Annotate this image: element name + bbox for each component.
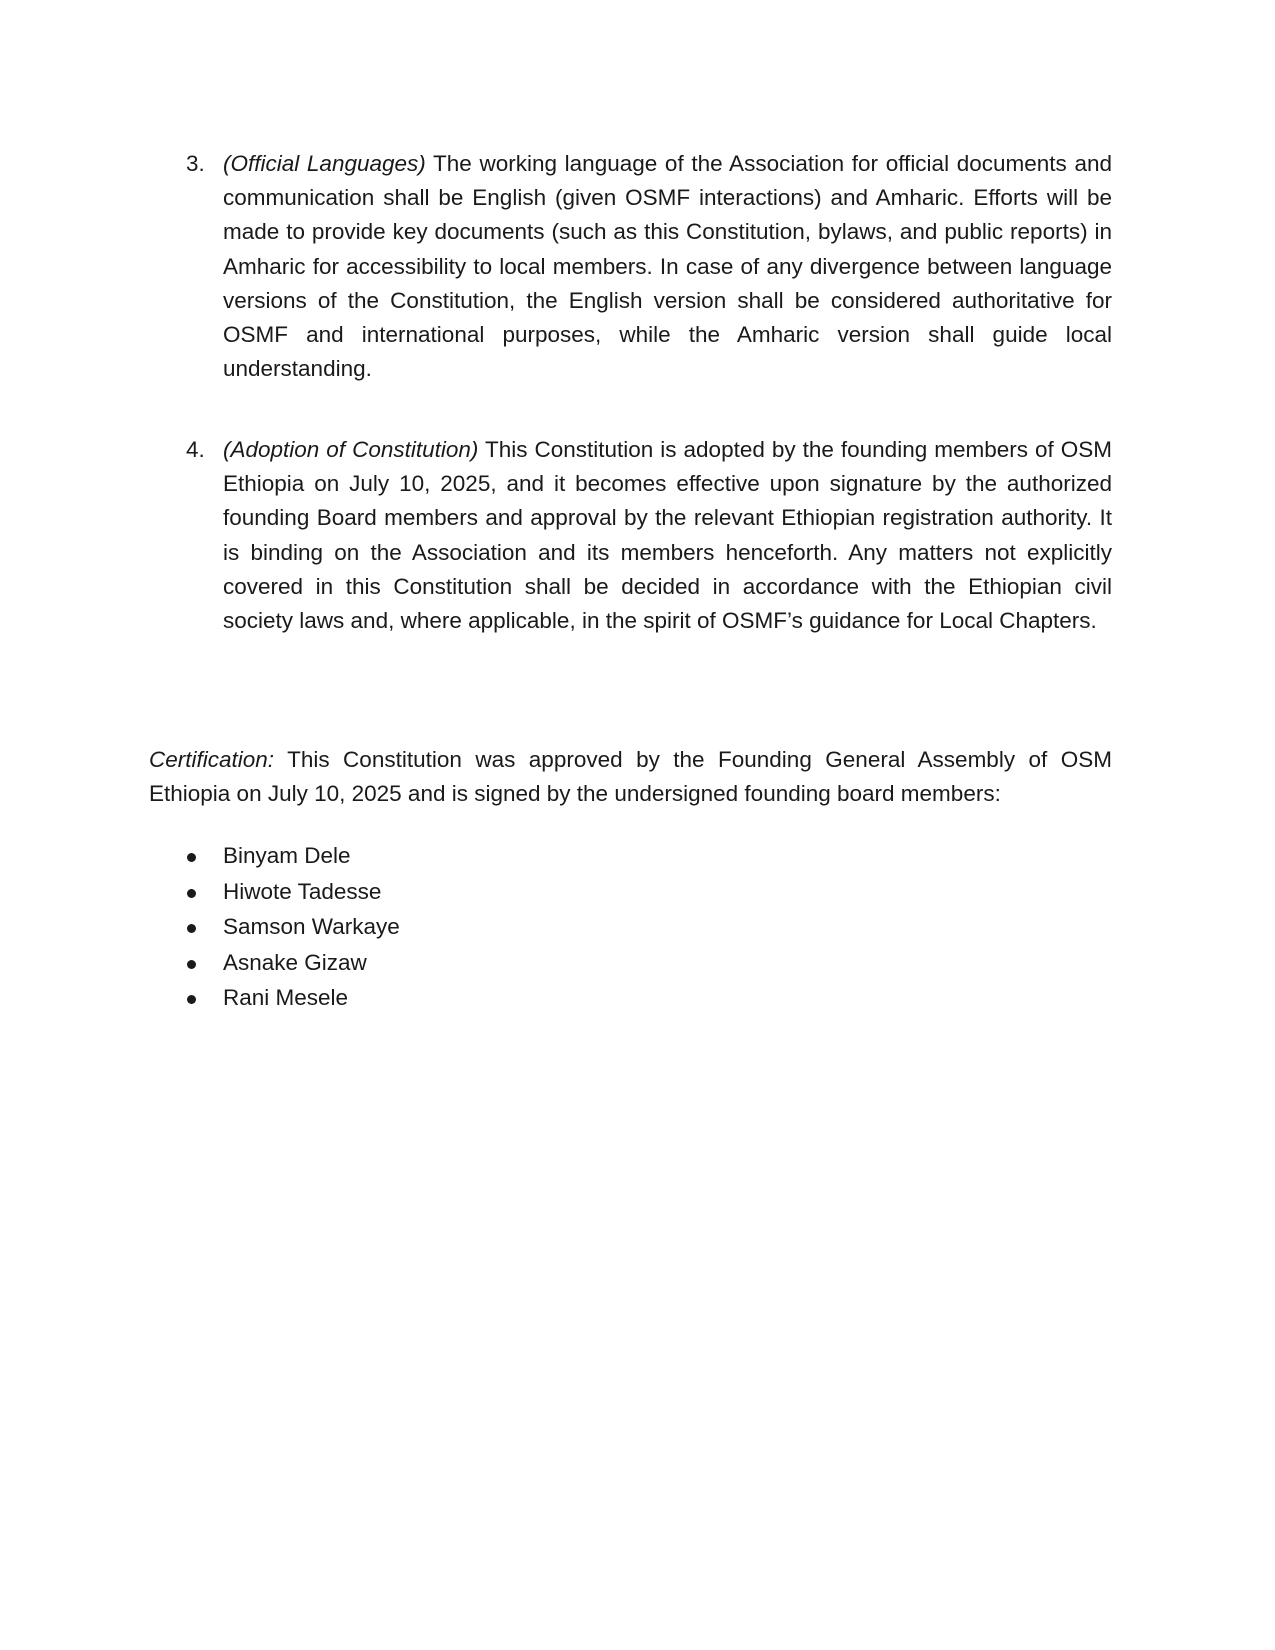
bullet-icon (187, 853, 196, 862)
item-number: 4. (186, 437, 205, 462)
bullet-icon (187, 924, 196, 933)
signer-name: Binyam Dele (223, 843, 351, 868)
item-body (223, 147, 1112, 386)
item-text: The working language of the Association for official documents and communication shall be English (given OSMF interactions) and Amharic. Efforts will be made to provide key documents (such as this Constitution, bylaws, and public reports) in Amharic for accessibility to local members. In case of any divergence between language versions of the Constitution, the English version shall be considered authoritative for OSMF and international purposes, while the Amharic version shall guide local understanding. (223, 151, 1113, 382)
bullet-icon (187, 960, 196, 969)
signer-name: Samson Warkaye (223, 914, 400, 939)
item-heading: (Official Languages) (223, 151, 426, 176)
signer-item (223, 909, 400, 945)
signer-item (223, 945, 400, 981)
signer-item (223, 874, 400, 910)
signer-list (223, 838, 400, 1016)
certification-text: This Constitution was approved by the Founding General Assembly of OSM Ethiopia on July 10, 2025 and is signed by the undersigned founding board members: (149, 747, 1112, 807)
item-text: This Constitution is adopted by the founding members of OSM Ethiopia on July 10, 2025, and it becomes effective upon signature by the authorized founding Board members and approval by the relevant Ethiopian registration authority. It is binding on the Association and its members henceforth. Any matters not explicitly covered in this Constitution shall be decided in accordance with the Ethiopian civil society laws and, where applicable, in the spirit of OSMF’s guidance for Local Chapters. (223, 437, 1112, 634)
bullet-icon (187, 889, 196, 898)
certification-paragraph (149, 743, 1112, 811)
signer-name: Hiwote Tadesse (223, 878, 382, 904)
certification-label: Certification: (149, 747, 275, 772)
item-number: 3. (186, 151, 205, 176)
item-heading: (Adoption of Constitution) (223, 437, 479, 462)
signer-name: Asnake Gizaw (223, 949, 367, 975)
numbered-item-official-languages (186, 147, 1113, 386)
signer-item (223, 980, 400, 1016)
signer-item (223, 838, 400, 874)
signer-name: Rani Mesele (223, 985, 349, 1010)
item-body (223, 433, 1112, 638)
bullet-icon (187, 995, 196, 1004)
numbered-item-adoption-of-constitution (186, 433, 1112, 638)
